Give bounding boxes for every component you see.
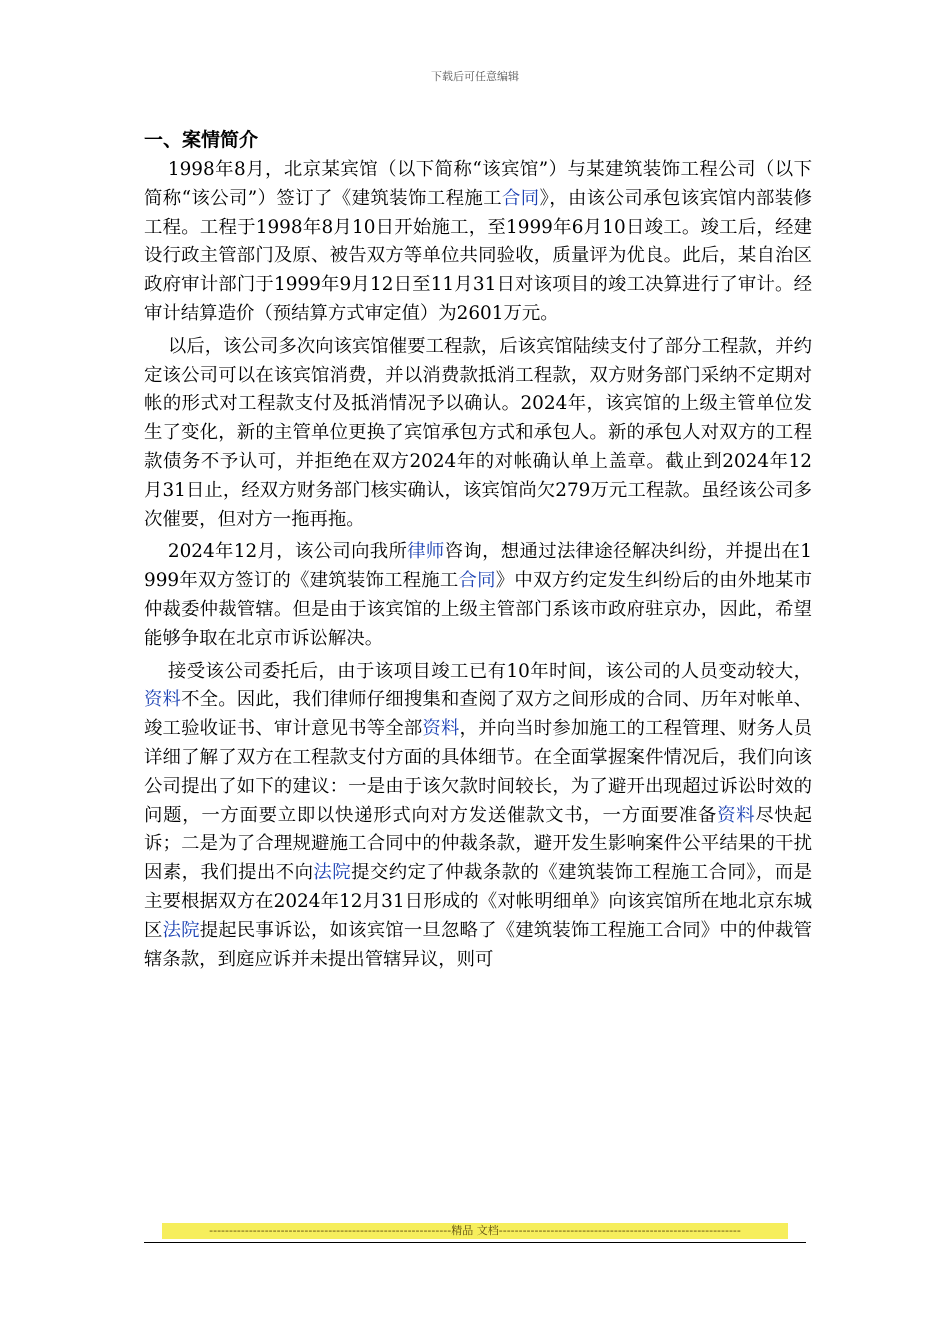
footer-rule [144,1242,806,1243]
paragraph-text: 咨询，想通过法律途径解决纠纷，并提出在1999年双方签订的《建筑装饰工程施工 [144,541,812,592]
paragraph [144,658,812,975]
paragraph [144,538,812,653]
paragraph-text: 》中双方约定发生纠纷后的由外地某市仲裁委仲裁管辖。但是由于该宾馆的上级主管部门系该市政府驻京办，因此，希望能够争取在北京市诉讼解决。 [144,570,812,649]
paragraph-text: 1998年8月，北京某宾馆（以下简称“该宾馆”）与某建筑装饰工程公司（以下简称“该公司”）签订了《建筑装饰工程施工 [144,159,812,209]
keyword-link[interactable]: 律师 [407,541,445,563]
paragraph-text: 提交约定了仲裁条款的《建筑装饰工程施工合同》，而是主要根据双方在2024年12月31日形成的《对帐明细单》向该宾馆所在地北京东城区 [144,862,812,941]
footer-right-dashes: ------------------------------------------------------------- [498,1224,741,1237]
footer-left-dashes: ------------------------------------------------------------- [209,1224,452,1237]
keyword-link[interactable]: 法院 [313,862,352,884]
page-header: 下载后可任意编辑 [431,70,519,83]
paragraph-text: 》，由该公司承包该宾馆内部装修工程。工程于1998年8月10日开始施工，至1999年6月10日竣工。竣工后，经建设行政主管部门及原、被告双方等单位共同验收，质量评为优良。此后，某自治区政府审计部门于1999年9月12日至11月31日对该项目的竣工决算进行了审计。经审计结算造价（预结算方式审定值）为2601万元。 [144,187,812,324]
paragraph-text: ，并向当时参加施工的工程管理、财务人员详细了解了双方在工程款支付方面的具体细节。在全面掌握案件情况后，我们向该公司提出了如下的建议：一是由于该欠款时间较长，为了避开出现超过诉讼时效的问题，一方面要立即以快递形式向对方发送催款文书，一方面要准备 [144,718,812,826]
paragraph-text: 提起民事诉讼，如该宾馆一旦忽略了《建筑装饰工程施工合同》中的仲裁管辖条款，到庭应诉并未提出管辖异议，则可 [144,919,812,970]
keyword-link[interactable]: 资料 [144,689,182,711]
keyword-link[interactable]: 资料 [422,718,460,740]
paragraph-text: 不全。因此，我们律师仔细搜集和查阅了双方之间形成的合同、历年对帐单、竣工验收证书、审计意见书等全部 [144,689,812,740]
keyword-link[interactable]: 合同 [458,570,496,592]
paragraph [144,333,812,535]
paragraph-text: 接受该公司委托后，由于该项目竣工已有10年时间，该公司的人员变动较大， [167,660,812,682]
footer-band [162,1223,788,1239]
document-body [144,124,812,978]
section-title: 一、案情简介 [144,129,259,151]
paragraph-text: 以后，该公司多次向该宾馆催要工程款，后该宾馆陆续支付了部分工程款，并约定该公司可以在该宾馆消费，并以消费款抵消工程款，双方财务部门采纳不定期对帐的形式对工程款支付及抵消情况予以确认。2024年，该宾馆的上级主管单位发生了变化，新的主管单位更换了宾馆承包方式和承包人。新的承包人对双方的工程款债务不予认可，并拒绝在双方2024年的对帐确认单上盖章。截止到2024年12月31日止，经双方财务部门核实确认，该宾馆尚欠279万元工程款。虽经该公司多次催要，但对方一拖再拖。 [144,335,812,530]
footer-label: 精品 文档 [451,1224,499,1237]
paragraph-list [144,156,812,974]
paragraph-text: 2024年12月，该公司向我所 [167,541,408,563]
keyword-link[interactable]: 法院 [162,919,200,941]
keyword-link[interactable]: 资料 [717,804,756,826]
paragraph-text: 尽快起诉；二是为了合理规避施工合同中的仲裁条款，避开发生影响案件公平结果的干扰因素，我们提出不向 [144,804,812,884]
keyword-link[interactable]: 合同 [502,187,540,209]
paragraph [144,156,812,329]
